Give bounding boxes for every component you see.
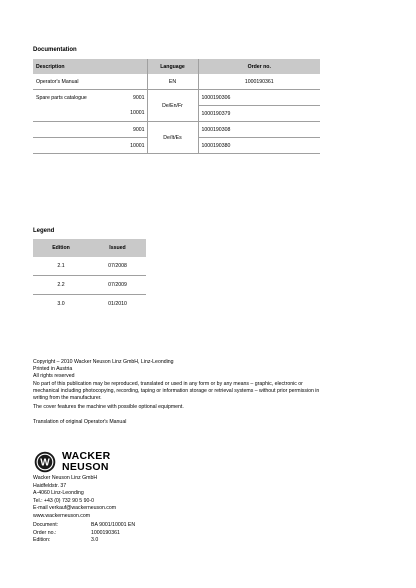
cell-issued: 07/2009 [89,276,146,295]
cell-model: 10001 [33,138,147,154]
meta-order-label: Order no.: [33,529,57,536]
cell-model: 9001 [33,122,147,138]
cell-issued: 07/2008 [89,257,146,276]
meta-order-row [33,530,135,538]
cell-language: De/En/Fr [147,90,198,122]
column-header-language: Language [147,59,198,74]
meta-document-label: Document: [33,522,59,528]
cell-model: 10001 [33,106,147,122]
document-meta [33,522,135,545]
copyright-block [33,359,323,426]
table-row [33,257,146,276]
cell-order-no: 1000190379 [198,106,320,122]
cell-edition: 2.1 [33,257,89,276]
cell-order-no: 1000190361 [198,74,320,90]
logo-text-wacker: WACKER [62,450,111,462]
cell-description: Operator's Manual [33,74,147,90]
documentation-table [33,59,320,154]
column-header-edition: Edition [33,239,89,257]
table-row [33,90,320,106]
street: Haidfeldstr. 37 [33,482,67,489]
cell-description [33,90,147,106]
wacker-neuson-logo [34,450,144,474]
email: E-mail verkauf@wackerneuson.com [33,505,117,512]
company-name: Wacker Neuson Linz GmbH [33,475,98,481]
website: www.wackerneuson.com [33,512,91,519]
copyright-line: Copyright – 2010 Wacker Neuson Linz GmbH, Linz-Leonding [33,359,174,365]
cover-note: The cover features the machine with possible optional equipment. [33,404,184,410]
meta-edition-row [33,537,135,545]
telephone: Tel.: +43 (0) 732 90 5 90-0 [33,497,94,504]
table-row [33,276,146,295]
cell-order-no: 1000190306 [198,90,320,106]
column-header-description: Description [33,59,147,74]
meta-edition-value: 3.0 [91,537,99,544]
meta-document-row [33,522,135,530]
column-header-issued: Issued [89,239,146,257]
cell-language: EN [147,74,198,90]
legend-table [33,239,146,313]
meta-document-value: BA 9001/10001 EN [91,522,136,528]
cell-order-no: 1000190380 [198,138,320,154]
table-row [33,74,320,90]
cell-language: De/It/Es [147,122,198,154]
cell-edition: 3.0 [57,301,65,307]
translation-note: Translation of original Operator's Manual [33,419,127,425]
wacker-neuson-logo-icon [34,451,56,473]
cell-edition: 2.2 [33,276,89,295]
logo-text-neuson: NEUSON [62,461,109,473]
column-header-order-no: Order no. [198,59,320,74]
printed-in-line: Printed in Austria [33,366,73,372]
reproduction-notice: No part of this publication may be reproduced, translated or used in any form or by any means – graphic, electronic or mechanical including photocopying, recording, taping or information storage or retrieval systems – without prior permission in writing from the manufacturer. [33,381,320,401]
meta-order-value: 1000190361 [91,529,120,536]
documentation-heading: Documentation [33,47,77,53]
svg-text:W: W [40,457,50,469]
table-row [33,295,146,314]
cell-model: 9001 [132,94,145,101]
meta-edition-label: Edition: [33,537,51,544]
address-block [33,475,116,521]
table-row [33,122,320,138]
cell-description-text: Spare parts catalogue [36,94,87,101]
cell-order-no: 1000190308 [198,122,320,138]
city: A-4060 Linz-Leonding [33,490,84,497]
rights-line: All rights reserved [33,373,75,379]
legend-heading: Legend [33,228,55,234]
cell-issued: 01/2010 [108,301,127,307]
